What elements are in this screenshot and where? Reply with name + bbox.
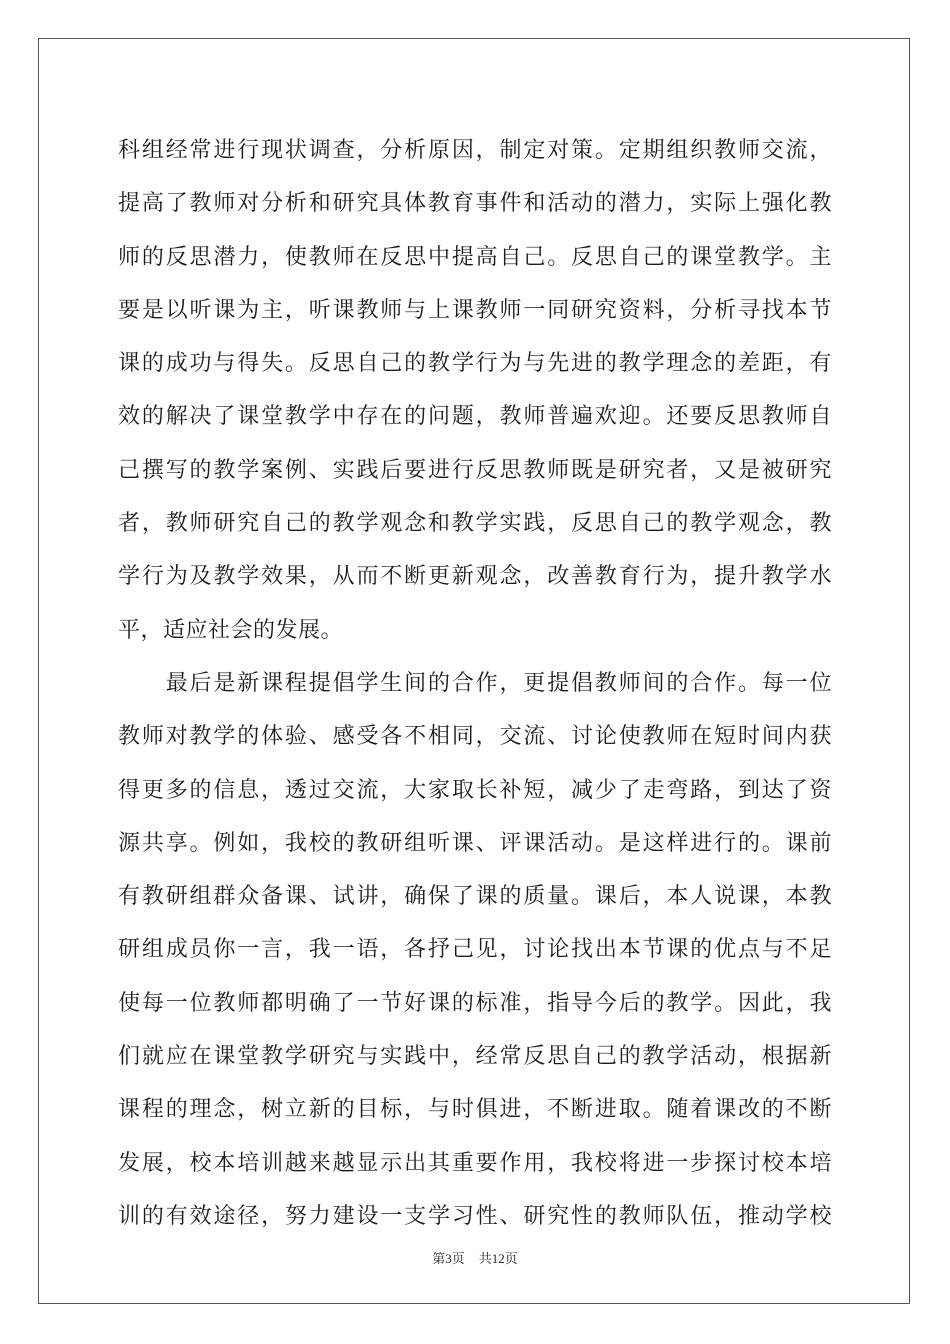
text-line: 科组经常进行现状调查，分析原因，制定对策。定期组织教师交流， [118, 138, 832, 163]
document-body [118, 124, 832, 1243]
text-line: 效的解决了课堂教学中存在的问题，教师普遍欢迎。还要反思教师自 [118, 404, 832, 430]
text-line: 有教研组群众备课、试讲，确保了课的质量。课后，本人说课，本教 [118, 884, 832, 910]
text-line: 者，教师研究自己的教学观念和教学实践，反思自己的教学观念，教 [118, 511, 832, 537]
page-footer [0, 1248, 950, 1267]
text-line: 己撰写的教学案例、实践后要进行反思教师既是研究者，又是被研究 [118, 457, 832, 483]
text-line: 研组成员你一言，我一语，各抒己见，讨论找出本节课的优点与不足 [118, 937, 832, 963]
text-line: 师的反思潜力，使教师在反思中提高自己。反思自己的课堂教学。主 [118, 244, 832, 270]
text-line: 源共享。例如，我校的教研组听课、评课活动。是这样进行的。课前 [118, 830, 832, 856]
text-line: 课程的理念，树立新的目标，与时俱进，不断进取。随着课改的不断 [118, 1097, 832, 1123]
text-line: 们就应在课堂教学研究与实践中，经常反思自己的教学活动，根据新 [118, 1044, 832, 1070]
text-line: 得更多的信息，透过交流，大家取长补短，减少了走弯路，到达了资 [118, 777, 832, 803]
page-total: 共12页 [478, 1251, 518, 1266]
text-line: 课的成功与得失。反思自己的教学行为与先进的教学理念的差距，有 [118, 351, 832, 377]
paragraph-end-line: 平，适应社会的发展。 [118, 617, 344, 643]
text-line: 发展，校本培训越来越显示出其重要作用，我校将进一步探讨校本培 [118, 1150, 832, 1176]
text-line: 教师对教学的体验、感受各不相同，交流、讨论使教师在短时间内获 [118, 724, 832, 750]
page-number: 第3页 [432, 1251, 465, 1266]
text-line: 要是以听课为主，听课教师与上课教师一同研究资料，分析寻找本节 [118, 297, 832, 323]
text-line: 提高了教师对分析和研究具体教育事件和活动的潜力，实际上强化教 [118, 191, 832, 217]
text-line: 使每一位教师都明确了一节好课的标准，指导今后的教学。因此，我 [118, 990, 832, 1016]
text-line: 学行为及教学效果，从而不断更新观念，改善教育行为，提升教学水 [118, 564, 832, 590]
paragraph-first-line: 最后是新课程提倡学生间的合作，更提倡教师间的合作。每一位 [118, 670, 832, 696]
text-line: 训的有效途径，努力建设一支学习性、研究性的教师队伍，推动学校 [118, 1203, 832, 1229]
